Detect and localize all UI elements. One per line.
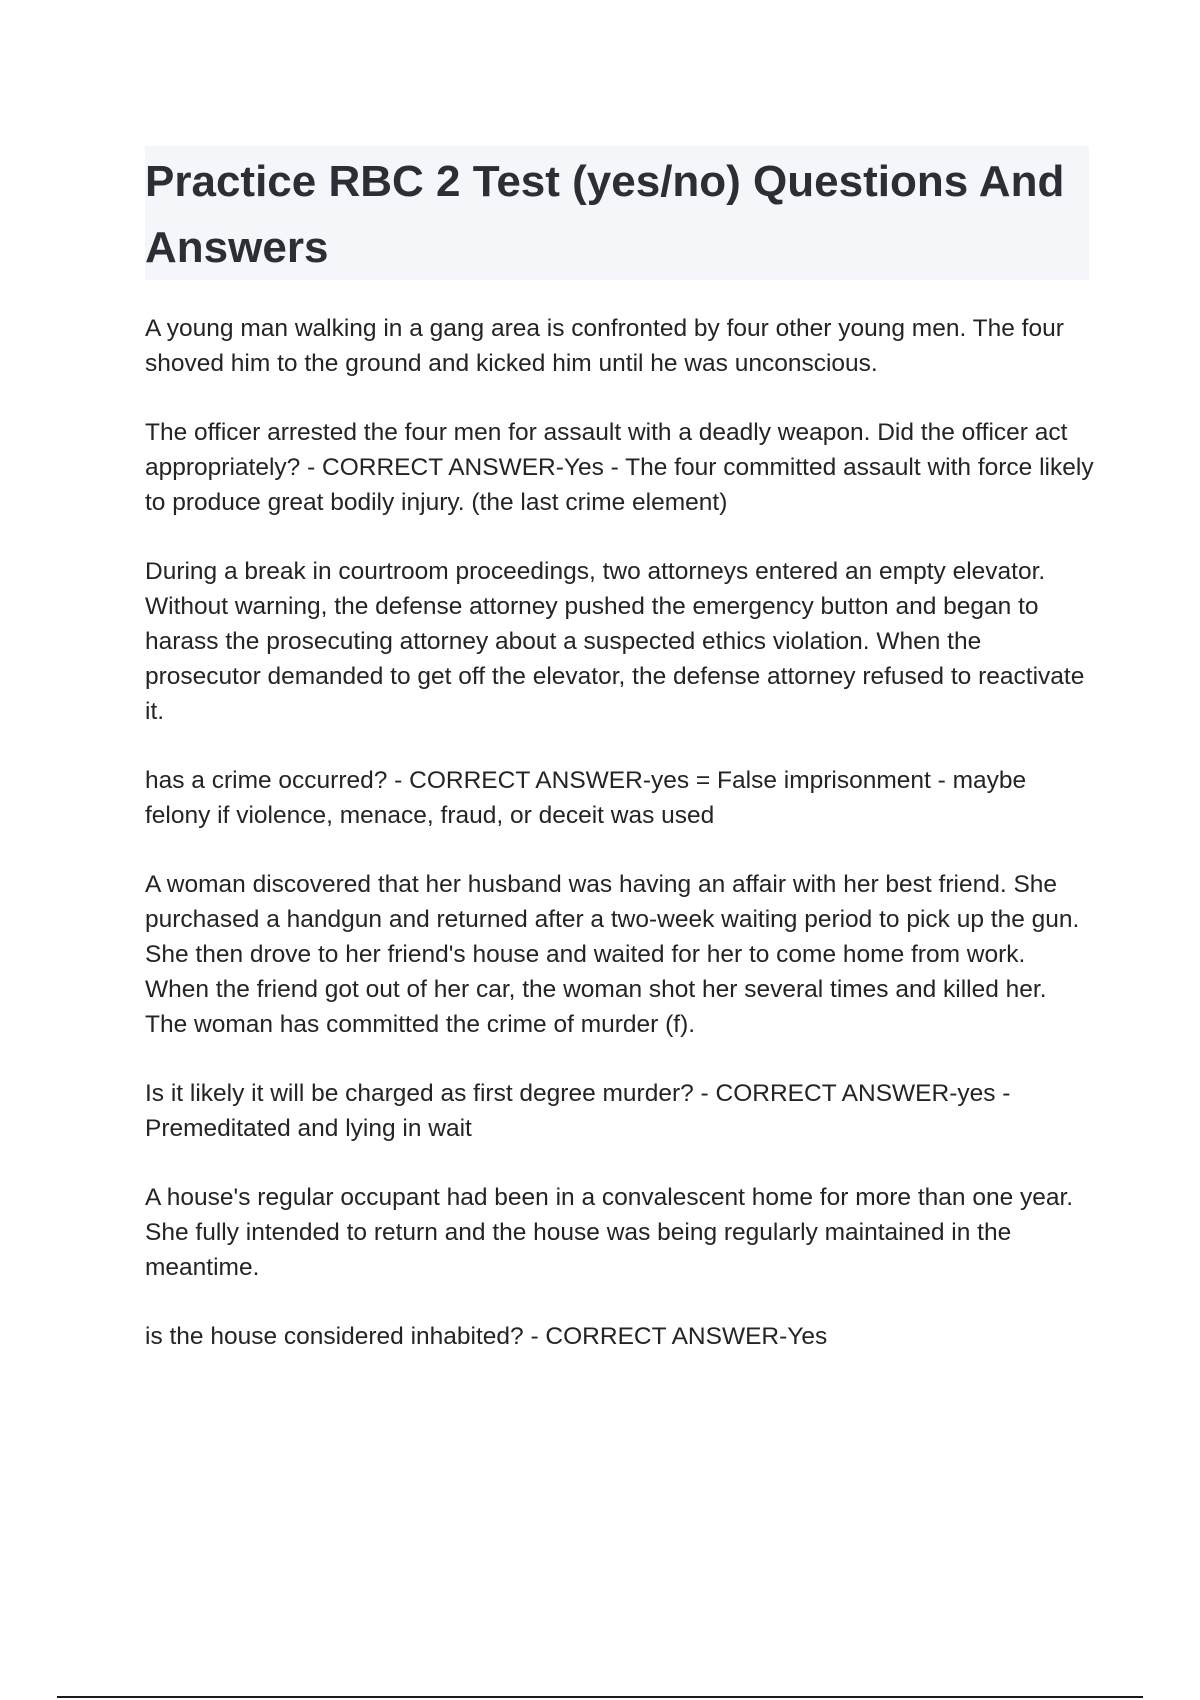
question-paragraph-1: A young man walking in a gang area is confronted by four other young men. The four shoved him to the ground and kicked him until he was unconscious.: [145, 315, 1064, 377]
question-paragraph-8: is the house considered inhabited? - CORRECT ANSWER-Yes: [145, 1323, 828, 1350]
question-paragraph-7: A house's regular occupant had been in a convalescent home for more than one year. She fully intended to return and the house was being regularly maintained in the meantime.: [145, 1184, 1074, 1281]
question-paragraph-5: A woman discovered that her husband was having an affair with her best friend. She purchased a handgun and returned after a two-week waiting period to pick up the gun. She then drove to her friend's house and waited for her to come home from work. When the friend got out of her car, the woman shot her several times and killed her. The woman has committed the crime of murder (f).: [145, 871, 1080, 1038]
page-title: Practice RBC 2 Test (yes/no) Questions And Answers: [145, 157, 1065, 272]
document-body: [145, 311, 1095, 1388]
question-paragraph-6: Is it likely it will be charged as first degree murder? - CORRECT ANSWER-yes - Premeditated and lying in wait: [145, 1080, 1011, 1142]
title-block: [145, 146, 1089, 280]
page-footer-divider: [57, 1696, 1143, 1698]
question-paragraph-2: The officer arrested the four men for assault with a deadly weapon. Did the officer act appropriately? - CORRECT ANSWER-Yes - The four committed assault with force likely to produce great bodily injury. (the last crime element): [145, 419, 1094, 516]
question-paragraph-4: has a crime occurred? - CORRECT ANSWER-yes = False imprisonment - maybe felony if violence, menace, fraud, or deceit was used: [145, 767, 1027, 829]
question-paragraph-3: During a break in courtroom proceedings, two attorneys entered an empty elevator. Without warning, the defense attorney pushed the emergency button and began to harass the prosecuting attorney about a suspected ethics violation. When the prosecutor demanded to get off the elevator, the defense attorney refused to reactivate it.: [145, 558, 1085, 725]
